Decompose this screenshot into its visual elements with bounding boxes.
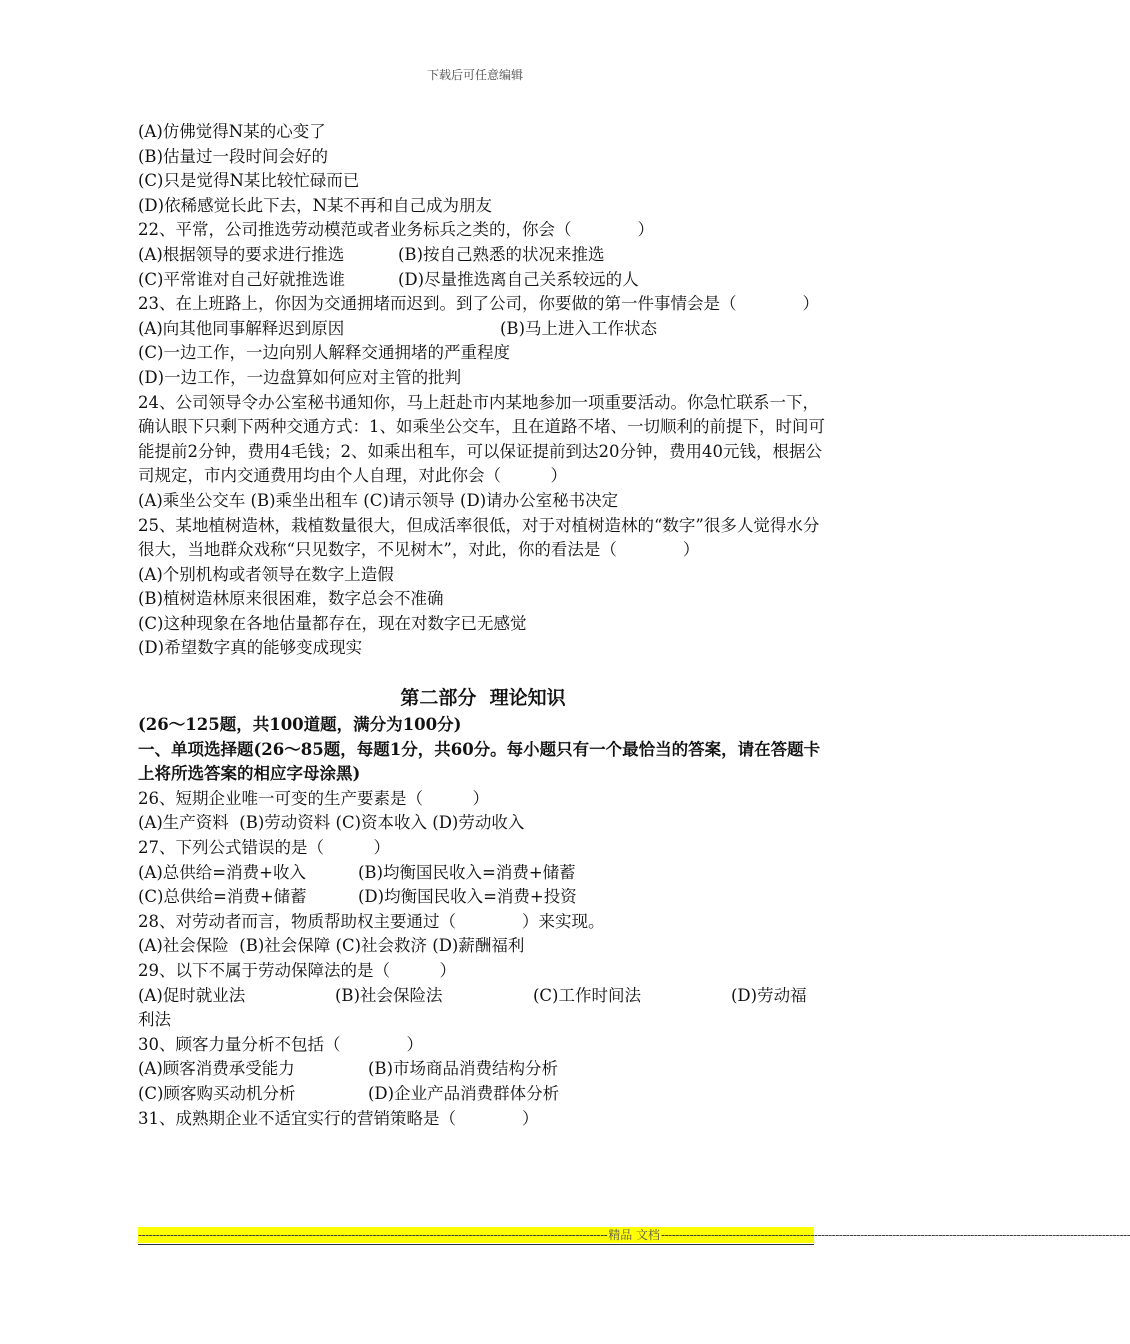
- q25-option-a: (A)个别机构或者领导在数字上造假: [138, 564, 394, 584]
- q22-options-row-1: [138, 243, 828, 268]
- q25-stem: 25、某地植树造林，栽植数量很大，但成活率很低，对于对植树造林的“数字”很多人觉得水分很大，当地群众戏称“只见数字，不见树木”，对此，你的看法是（ ）: [138, 515, 820, 560]
- q22-option-a: (A)根据领导的要求进行推选: [138, 244, 345, 264]
- q28-options: (A)社会保险 (B)社会保障 (C)社会救济 (D)薪酬福利: [138, 936, 525, 956]
- page-footer: [138, 1227, 1130, 1245]
- q27-option-d: (D)均衡国民收入=消费+投资: [358, 887, 577, 907]
- footer-dash-left: ------------------------------------------------------------------------------------------------------------------------------------: [138, 1228, 608, 1242]
- q30-option-d: (D)企业产品消费群体分析: [368, 1083, 560, 1103]
- q21-option-c: (C)只是觉得N某比较忙碌而已: [138, 171, 360, 191]
- q30-options-row-2: [138, 1082, 828, 1107]
- q22-option-d: (D)尽量推选离自己关系较远的人: [398, 269, 639, 289]
- section-spacer: [138, 661, 828, 683]
- q30-option-a: (A)顾客消费承受能力: [138, 1059, 295, 1079]
- q23-option-a: (A)向其他同事解释迟到原因: [138, 318, 345, 338]
- page-header: 下载后可任意编辑: [426, 68, 523, 82]
- q30-option-b: (B)市场商品消费结构分析: [368, 1059, 558, 1079]
- footer-text: 精品 文档: [608, 1228, 661, 1242]
- q22-options-row-2: [138, 268, 828, 293]
- document-body: [138, 120, 828, 1131]
- q29-option-c: (C)工作时间法: [533, 985, 641, 1005]
- footer-dash-right: ------------------------------------------------------------------------------------------------------------------------------------: [661, 1228, 1130, 1242]
- q22-stem: 22、平常，公司推选劳动模范或者业务标兵之类的，你会（ ）: [138, 220, 654, 240]
- part-2-title: 第二部分 理论知识: [400, 687, 566, 710]
- q27-options-row-1: [138, 861, 828, 886]
- q29-stem: 29、以下不属于劳动保障法的是（ ）: [138, 961, 456, 980]
- q23-option-c: (C)一边工作，一边向别人解释交通拥堵的严重程度: [138, 343, 510, 363]
- q26-stem: 26、短期企业唯一可变的生产要素是（ ）: [138, 788, 489, 808]
- q26-options: (A)生产资料 (B)劳动资料 (C)资本收入 (D)劳动收入: [138, 813, 525, 833]
- q27-option-c: (C)总供给=消费+储蓄: [138, 887, 307, 907]
- q31-stem: 31、成熟期企业不适宜实行的营销策略是（ ）: [138, 1108, 539, 1128]
- q21-option-d: (D)依稀感觉长此下去，N某不再和自己成为朋友: [138, 195, 493, 215]
- q29-option-d: (D)劳动福: [731, 985, 807, 1005]
- q23-option-d: (D)一边工作，一边盘算如何应对主管的批判: [138, 367, 462, 387]
- footer-rule: [138, 1244, 814, 1245]
- q27-options-row-2: [138, 885, 828, 910]
- q27-stem: 27、下列公式错误的是（ ）: [138, 838, 390, 858]
- q27-option-a: (A)总供给=消费+收入: [138, 862, 306, 882]
- q23-options-row-1: [138, 317, 828, 342]
- q25-option-d: (D)希望数字真的能够变成现实: [138, 638, 363, 658]
- q29-option-a: (A)促时就业法: [138, 985, 246, 1005]
- q24-options: (A)乘坐公交车 (B)乘坐出租车 (C)请示领导 (D)请办公室秘书决定: [138, 490, 619, 510]
- footer-highlight-bar: [138, 1227, 1130, 1243]
- q29-option-d-continued: 利法: [138, 1010, 171, 1030]
- q25-option-b: (B)植树造林原来很困难，数字总会不准确: [138, 589, 444, 609]
- q21-option-b: (B)估量过一段时间会好的: [138, 146, 328, 166]
- q22-option-b: (B)按自己熟悉的状况来推选: [398, 244, 605, 264]
- q28-stem: 28、对劳动者而言，物质帮助权主要通过（ ）来实现。: [138, 911, 605, 931]
- q23-stem: 23、在上班路上，你因为交通拥堵而迟到。到了公司，你要做的第一件事情会是（ ）: [138, 294, 819, 314]
- q30-options-row-1: [138, 1057, 828, 1082]
- q30-option-c: (C)顾客购买动机分析: [138, 1083, 296, 1103]
- q29-option-b: (B)社会保险法: [335, 985, 443, 1005]
- part-2-instruction: 一、单项选择题(26～85题，每题1分，共60分。每小题只有一个最恰当的答案，请在答题卡上将所选答案的相应字母涂黑): [138, 739, 821, 784]
- q25-option-c: (C)这种现象在各地估量都存在，现在对数字已无感觉: [138, 613, 527, 633]
- q24-stem: 24、公司领导令办公室秘书通知你，马上赶赴市内某地参加一项重要活动。你急忙联系一下，确认眼下只剩下两种交通方式：1、如乘坐公交车，且在道路不堵、一切顺利的前提下，时间可能提前2分钟，费用4毛钱；2、如乘出租车，可以保证提前到达20分钟，费用40元钱，根据公司规定，市内交通费用均由个人自理，对此你会（ ）: [138, 392, 825, 486]
- q29-options-row: [138, 984, 828, 1009]
- q23-option-b: (B)马上进入工作状态: [500, 318, 657, 338]
- q30-stem: 30、顾客力量分析不包括（ ）: [138, 1034, 423, 1054]
- q22-option-c: (C)平常谁对自己好就推选谁: [138, 269, 345, 289]
- q21-option-a: (A)仿佛觉得N某的心变了: [138, 122, 326, 141]
- q27-option-b: (B)均衡国民收入=消费+储蓄: [358, 862, 576, 882]
- part-2-subtitle: (26～125题，共100道题，满分为100分): [138, 715, 462, 735]
